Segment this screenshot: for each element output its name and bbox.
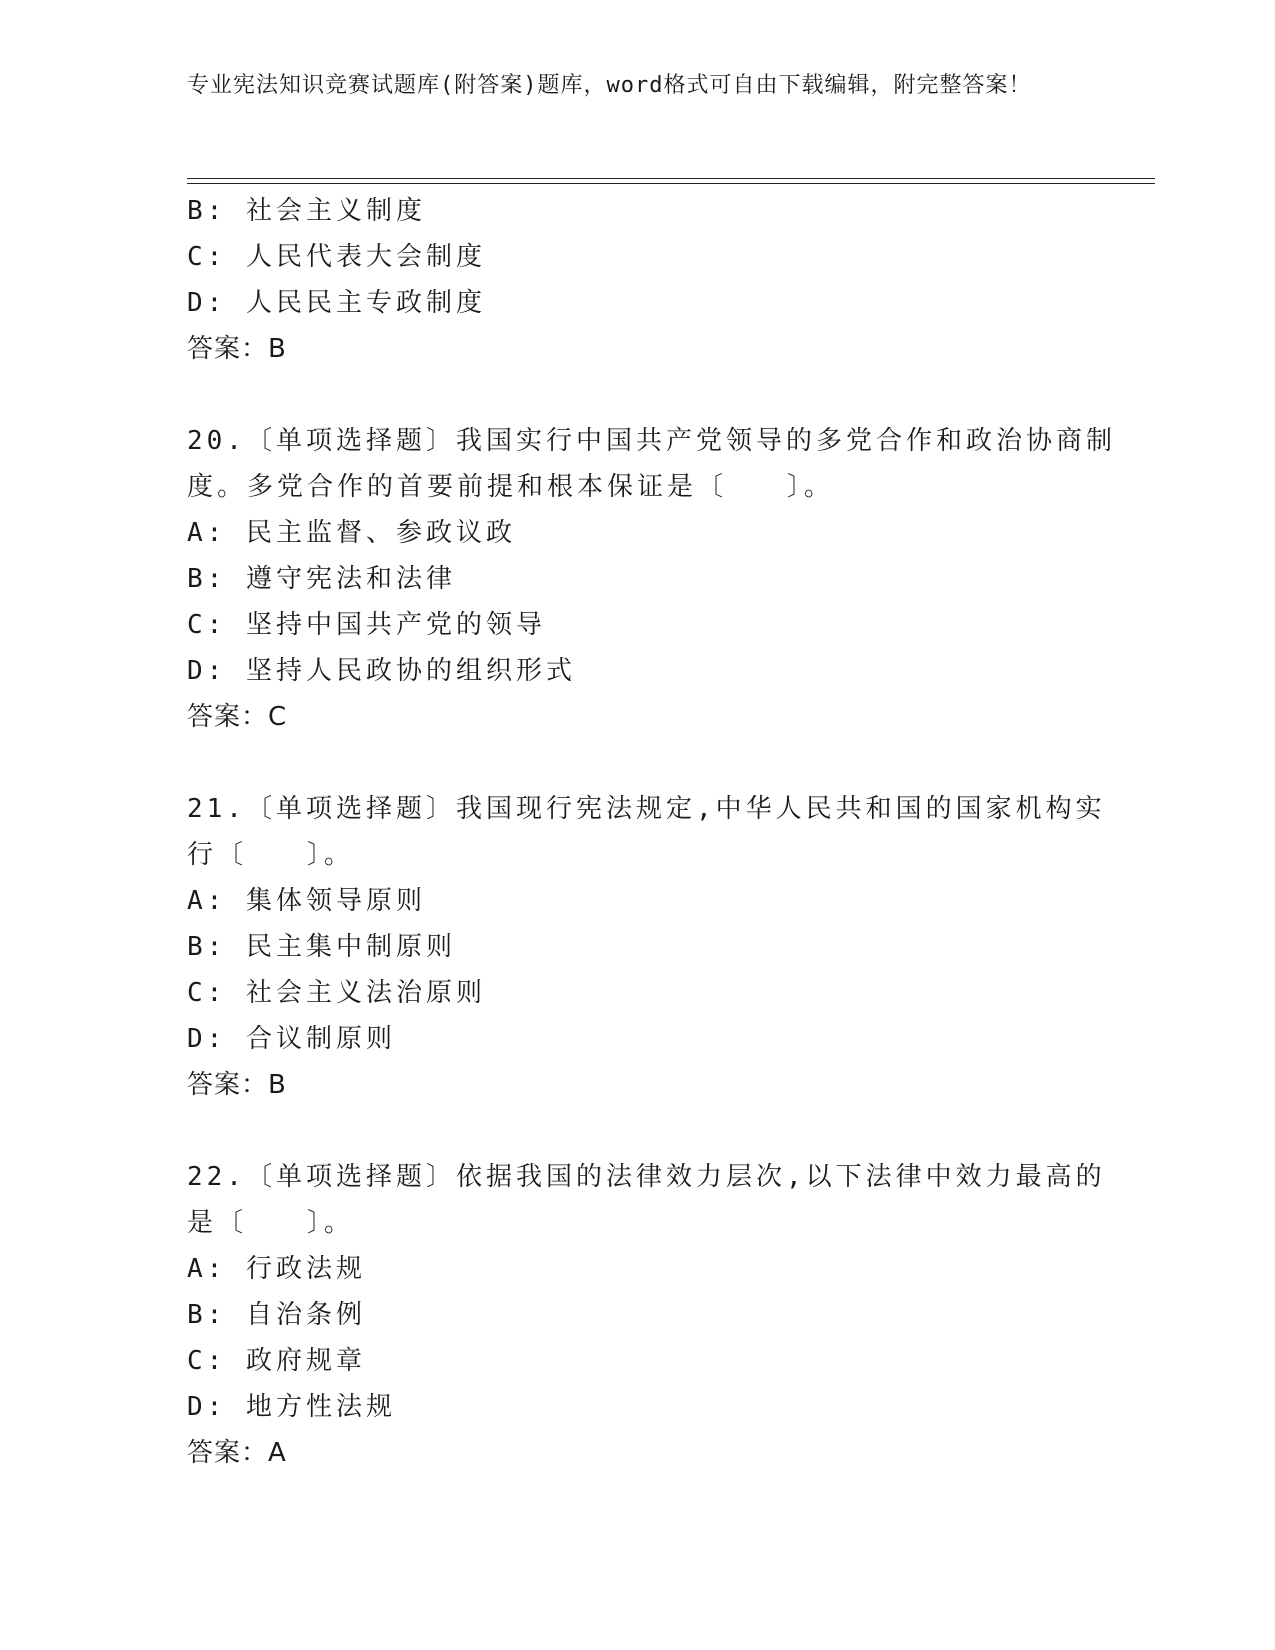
option-c: C: 政府规章	[187, 1346, 366, 1376]
document-body	[187, 188, 1116, 1476]
document-header: 专业宪法知识竞赛试题库(附答案)题库，word格式可自由下载编辑，附完整答案！	[187, 73, 1032, 98]
option-b: B: 遵守宪法和法律	[187, 564, 456, 594]
option-b: B: 民主集中制原则	[187, 932, 456, 962]
option-b: B: 社会主义制度	[187, 196, 426, 226]
header-rule-bottom	[187, 183, 1155, 184]
prev-question-continuation	[187, 188, 1087, 372]
question-text: 度。多党合作的首要前提和根本保证是〔 〕。	[187, 472, 835, 502]
question-20	[187, 418, 1116, 740]
answer-line: 答案：B	[187, 1070, 287, 1100]
header-rule-top	[187, 178, 1155, 179]
option-a: A: 集体领导原则	[187, 886, 426, 916]
option-a: A: 行政法规	[187, 1254, 366, 1284]
question-22	[187, 1154, 1106, 1476]
option-c: C: 坚持中国共产党的领导	[187, 610, 546, 640]
option-c: C: 社会主义法治原则	[187, 978, 486, 1008]
question-text: 22.〔单项选择题〕依据我国的法律效力层次,以下法律中效力最高的	[187, 1162, 1106, 1192]
option-d: D: 坚持人民政协的组织形式	[187, 656, 576, 686]
option-b: B: 自治条例	[187, 1300, 366, 1330]
option-a: A: 民主监督、参政议政	[187, 518, 516, 548]
answer-line: 答案：C	[187, 702, 288, 732]
option-c: C: 人民代表大会制度	[187, 242, 486, 272]
answer-line: 答案：A	[187, 1438, 287, 1468]
question-text: 是〔 〕。	[187, 1208, 355, 1238]
question-text: 行〔 〕。	[187, 840, 355, 870]
option-d: D: 地方性法规	[187, 1392, 396, 1422]
answer-line: 答案：B	[187, 334, 287, 364]
question-text: 21.〔单项选择题〕我国现行宪法规定,中华人民共和国的国家机构实	[187, 794, 1106, 824]
question-21	[187, 786, 1106, 1108]
option-d: D: 合议制原则	[187, 1024, 396, 1054]
option-d: D: 人民民主专政制度	[187, 288, 486, 318]
question-text: 20.〔单项选择题〕我国实行中国共产党领导的多党合作和政治协商制	[187, 426, 1116, 456]
